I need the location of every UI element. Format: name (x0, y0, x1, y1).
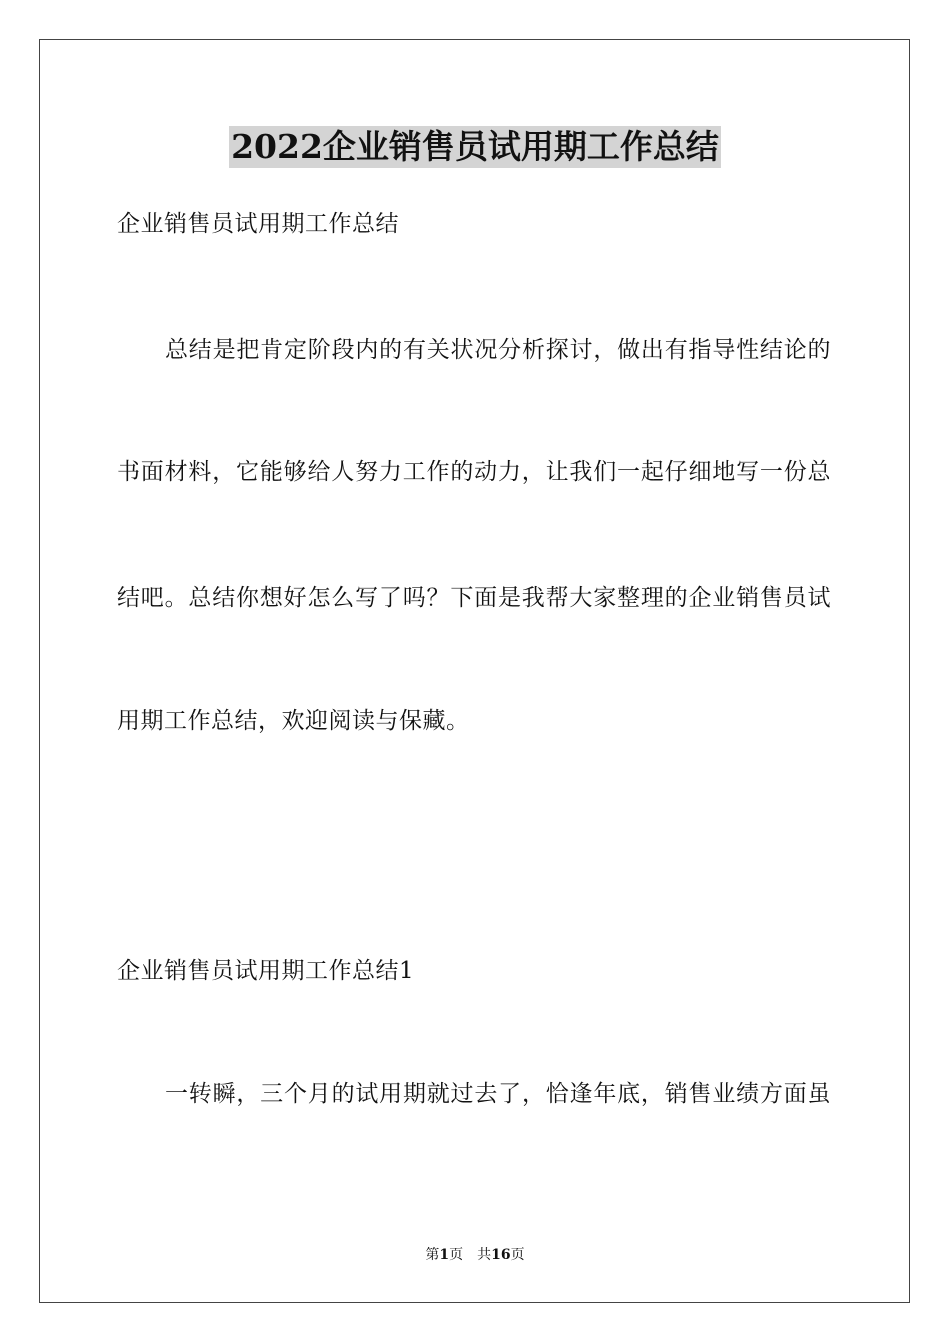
footer-page-number: 1 (439, 1247, 450, 1263)
footer-total-prefix: 共 (477, 1247, 492, 1263)
footer-page-prefix: 第 (425, 1247, 440, 1263)
footer-total-pages: 16 (491, 1247, 511, 1263)
footer-total-suffix: 页 (510, 1247, 525, 1263)
intro-line-4: 用期工作总结，欢迎阅读与保藏。 (117, 708, 470, 734)
title-container (0, 126, 950, 168)
page-footer (0, 1246, 950, 1264)
footer-page-suffix: 页 (449, 1247, 464, 1263)
document-subtitle: 企业销售员试用期工作总结 (117, 211, 399, 237)
section-heading: 企业销售员试用期工作总结1 (117, 958, 415, 984)
intro-line-2: 书面材料，它能够给人努力工作的动力，让我们一起仔细地写一份总 (117, 459, 831, 485)
section-line-1: 一转瞬，三个月的试用期就过去了，恰逢年底，销售业绩方面虽 (165, 1081, 831, 1107)
intro-line-1: 总结是把肯定阶段内的有关状况分析探讨，做出有指导性结论的 (165, 337, 831, 363)
intro-line-3: 结吧。总结你想好怎么写了吗？下面是我帮大家整理的企业销售员试 (117, 585, 831, 611)
document-title: 2022企业销售员试用期工作总结 (231, 127, 719, 166)
